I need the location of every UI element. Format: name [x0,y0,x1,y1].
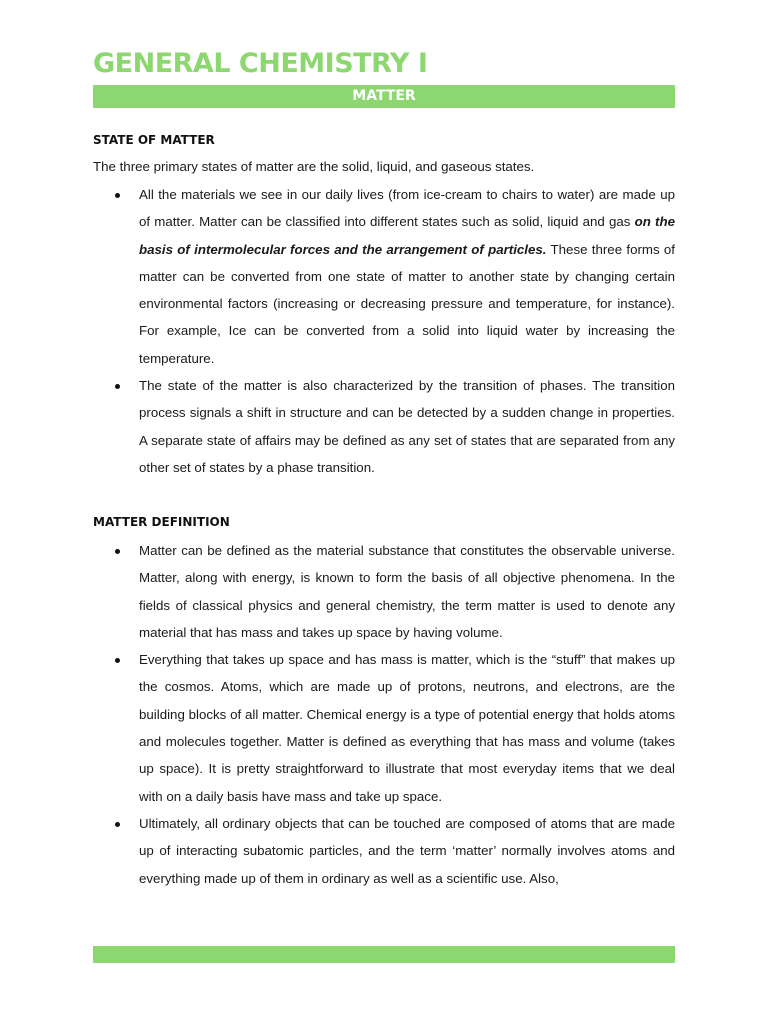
bullet-text: The state of the matter is also characterized by the transition of phases. The transition process signals a shift in structure and can be detected by a sudden change in properties. A separate state of affairs may be defined as any set of states that are separated from any other set of states by a phase transition. [139,378,675,475]
bullet-list-state-of-matter [93,181,675,481]
section-intro: The three primary states of matter are the solid, liquid, and gaseous states. [93,159,535,174]
section-heading-state-of-matter: STATE OF MATTER [93,133,215,147]
list-item [93,646,675,810]
bullet-dot [115,549,120,554]
emphasis-text: on the basis of intermolecular forces and the arrangement of particles. [139,214,675,257]
bullet-text [139,187,675,366]
bullet-dot [115,822,120,827]
bullet-text-part: These three forms of matter can be converted from one state of matter to another state by changing certain environmental factors (increasing or decreasing pressure and temperature, for instance). For example, Ice can be converted from a solid into liquid water by increasing the temperature. [139,241,675,366]
bullet-text: Ultimately, all ordinary objects that can be touched are composed of atoms that are made up of interacting subatomic particles, and the term ‘matter’ normally involves atoms and everything made up of them in ordinary as well as a scientific use. Also, [139,815,675,886]
bullet-dot [115,384,120,389]
bullet-text: Matter can be defined as the material substance that constitutes the observable universe. Matter, along with energy, is known to form the basis of all objective phenomena. In the fields of classical physics and general chemistry, the term matter is used to denote any material that has mass and takes up space by having volume. [139,543,675,640]
document-page [93,0,675,1024]
list-item [93,181,675,372]
document-title: GENERAL CHEMISTRY I [93,48,428,79]
footer-bar [93,946,675,963]
list-item [93,810,675,892]
list-item [93,372,675,481]
section-heading-matter-definition: MATTER DEFINITION [93,515,230,529]
bullet-text-part: All the materials we see in our daily lives (from ice-cream to chairs to water) are made up of matter. Matter can be classified into different states such as solid, liquid and gas [139,187,675,230]
section-banner: MATTER [93,85,675,108]
bullet-dot [115,193,120,198]
bullet-text: Everything that takes up space and has mass is matter, which is the “stuff” that makes up the cosmos. Atoms, which are made up of protons, neutrons, and electrons, are the building blocks of all matter. Chemical energy is a type of potential energy that holds atoms and molecules together. Matter is defined as everything that has mass and volume (takes up space). It is pretty straightforward to illustrate that most everyday items that we deal with on a daily basis have mass and take up space. [139,652,675,804]
bullet-dot [115,658,120,663]
list-item [93,537,675,646]
bullet-list-matter-definition [93,537,675,892]
